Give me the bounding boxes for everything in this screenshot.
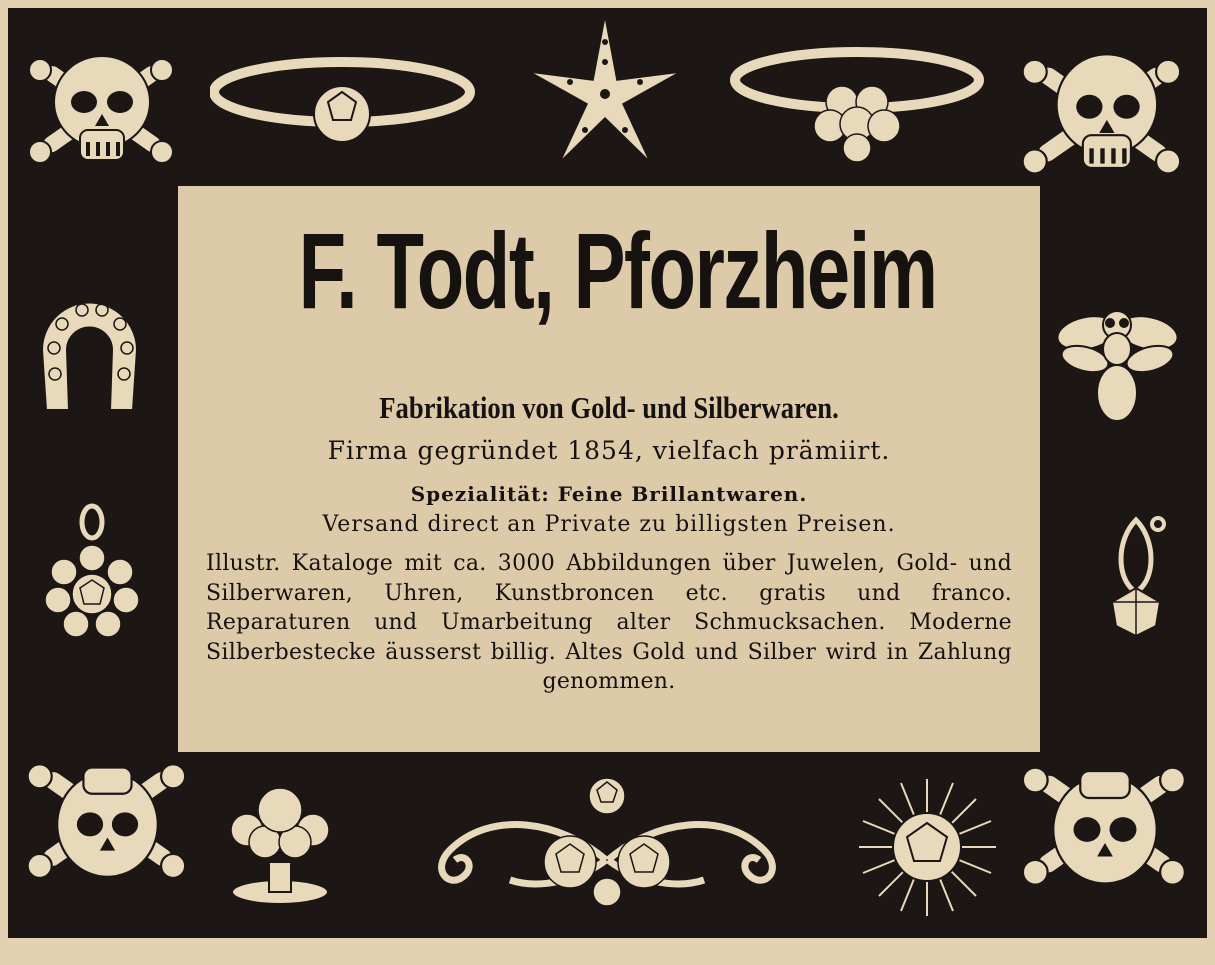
star-brooch-icon xyxy=(520,12,690,182)
shipping-line: Versand direct an Private zu billigsten Preisen. xyxy=(322,512,896,537)
skull-crossbones-icon xyxy=(1015,730,1195,920)
horseshoe-brooch-icon xyxy=(32,290,147,420)
bee-brooch-icon xyxy=(1055,285,1180,425)
scroll-brooch-icon xyxy=(410,770,805,920)
company-title: F. Todt, Pforzheim xyxy=(298,210,937,331)
drop-pendant-icon xyxy=(1098,510,1173,640)
cluster-ring-icon xyxy=(730,40,985,165)
skull-crossbones-icon xyxy=(20,725,195,915)
catalogue-paragraph: Illustr. Kataloge mit ca. 3000 Abbildungen über Juwelen, Gold- und Silberwaren, Uhren, Kunstbroncen etc. gratis und franco. Reparaturen und Umarbeitung alter Schmucksachen. Moderne Silberbestecke äusserst billig. Altes Gold und Silber wird in Zahlung genommen. xyxy=(206,551,1012,695)
sunburst-brooch-icon xyxy=(855,775,1000,920)
stud-earring-icon xyxy=(225,780,335,910)
skull-crossbones-icon xyxy=(1010,28,1195,203)
flower-pendant-icon xyxy=(40,500,145,645)
fabrication-line: Fabrikation von Gold- und Silberwaren. xyxy=(379,390,839,425)
speciality-line: Spezialität: Feine Brillantwaren. xyxy=(410,482,808,506)
founded-line: Firma gegründet 1854, vielfach prämiirt. xyxy=(327,436,891,465)
ring-icon xyxy=(210,48,475,148)
advert-text-panel xyxy=(178,186,1040,752)
skull-crossbones-icon xyxy=(22,30,182,190)
